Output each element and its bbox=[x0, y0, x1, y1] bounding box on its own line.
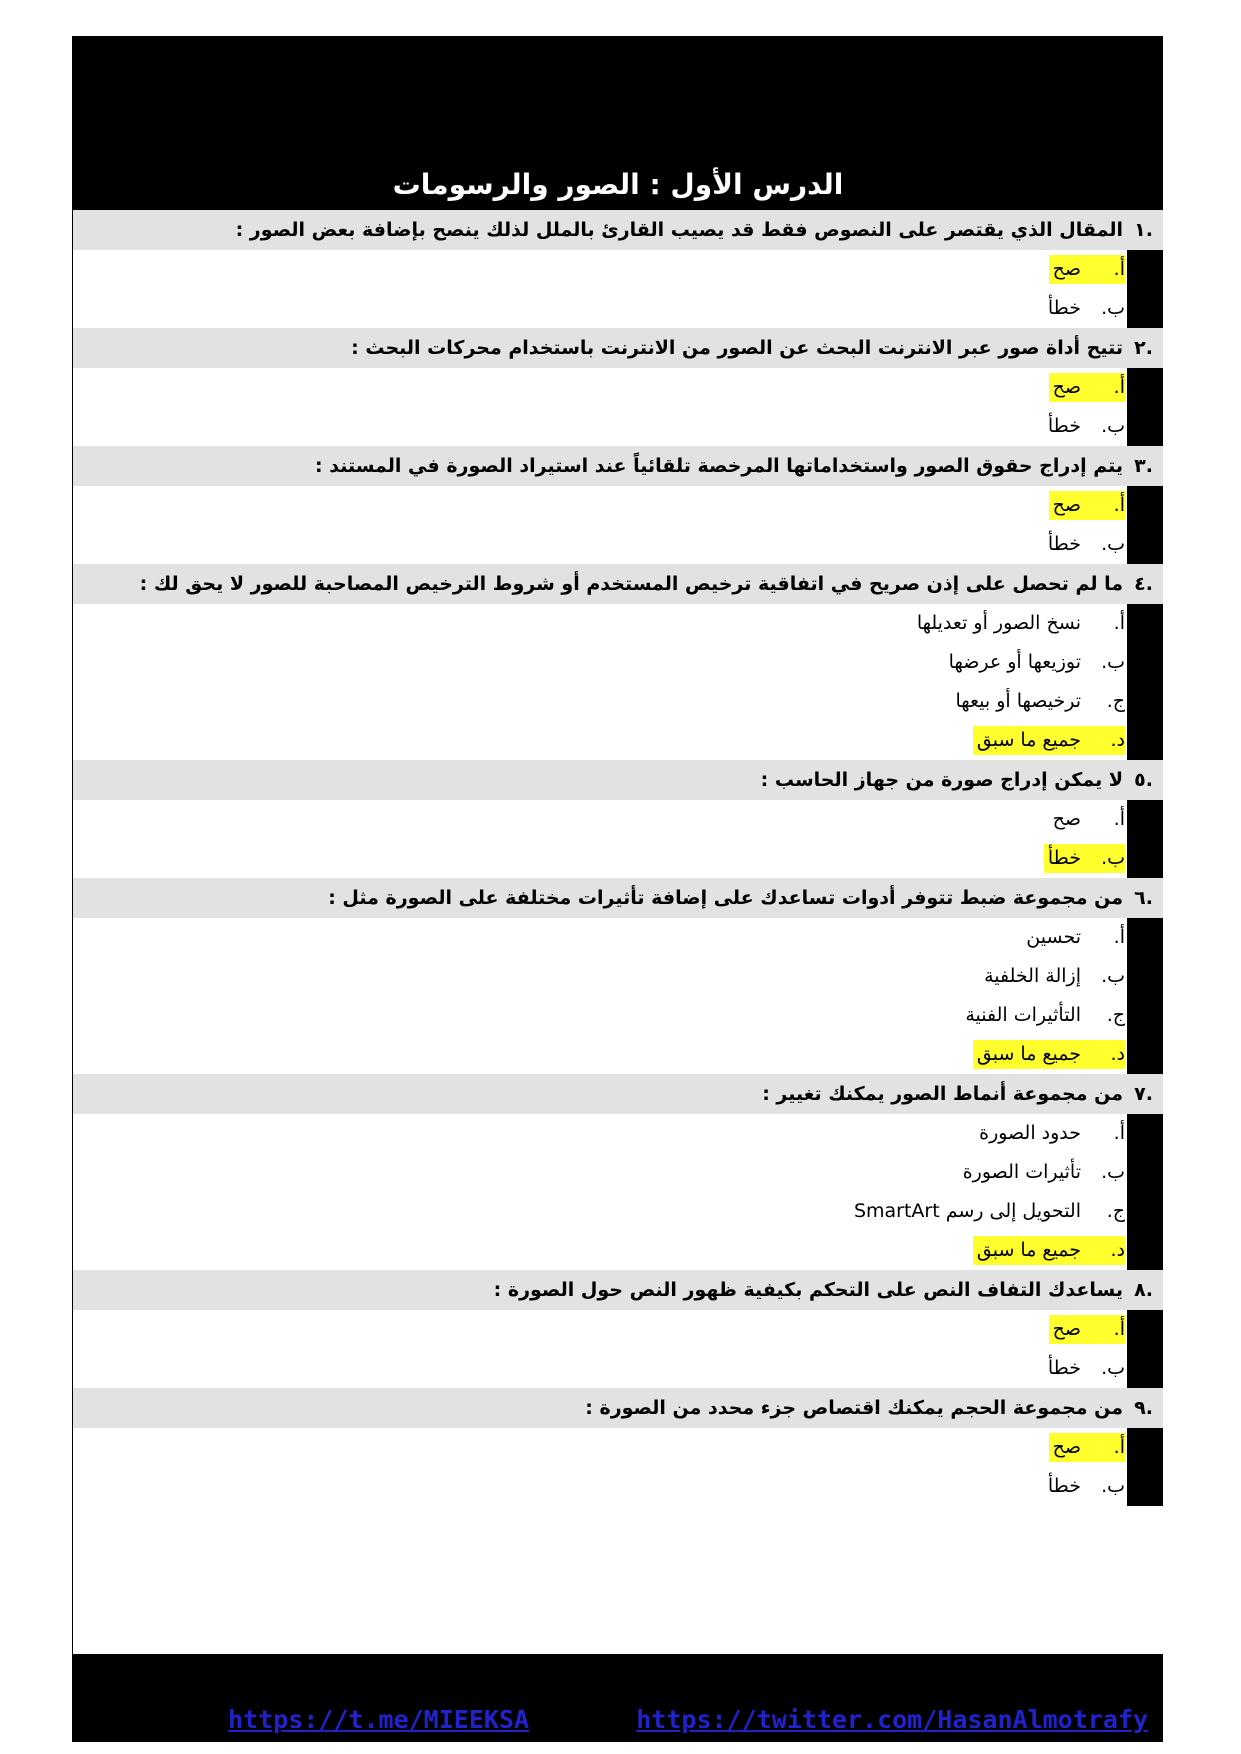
option-label bbox=[951, 687, 1125, 716]
option-label bbox=[1022, 923, 1125, 952]
question-number: .٣ bbox=[1134, 455, 1153, 477]
option-letter: ب. bbox=[1101, 1161, 1125, 1183]
question-row bbox=[73, 446, 1163, 486]
correct-answer-highlight bbox=[1049, 1433, 1125, 1462]
answer-side-bar bbox=[1127, 368, 1163, 446]
option-letter: ب. bbox=[1101, 847, 1125, 869]
question-text: تتيح أداة صور عبر الانترنت البحث عن الصور من الانترنت باستخدام محركات البحث : bbox=[351, 337, 1123, 359]
option-row[interactable] bbox=[73, 486, 1163, 525]
correct-answer-highlight bbox=[1049, 373, 1125, 402]
option-letter: أ. bbox=[1113, 494, 1125, 516]
option-label bbox=[1044, 294, 1125, 323]
question-row bbox=[73, 1388, 1163, 1428]
option-row[interactable] bbox=[73, 250, 1163, 289]
option-text: تحسين bbox=[1026, 926, 1081, 948]
option-text: جميع ما سبق bbox=[976, 729, 1081, 751]
option-letter: ب. bbox=[1101, 965, 1125, 987]
option-text: خطأ bbox=[1047, 297, 1081, 319]
option-letter: ج. bbox=[1106, 1200, 1125, 1222]
option-row[interactable] bbox=[73, 1310, 1163, 1349]
question-text: المقال الذي يقتصر على النصوص فقط قد يصيب القارئ بالملل لذلك ينصح بإضافة بعض الصور : bbox=[235, 219, 1123, 241]
option-text: إزالة الخلفية bbox=[984, 965, 1081, 987]
question-number: .٥ bbox=[1134, 769, 1153, 791]
correct-answer-highlight bbox=[1049, 1315, 1125, 1344]
lesson-title: الدرس الأول : الصور والرسومات bbox=[392, 168, 844, 201]
option-row[interactable] bbox=[73, 1035, 1163, 1074]
option-letter: أ. bbox=[1113, 376, 1125, 398]
question-number: .٩ bbox=[1134, 1397, 1153, 1419]
question-number: .٨ bbox=[1134, 1279, 1153, 1301]
answer-side-bar bbox=[1127, 604, 1163, 760]
option-text: خطأ bbox=[1047, 415, 1081, 437]
question-text: يتم إدراج حقوق الصور واستخداماتها المرخصة تلقائياً عند استيراد الصورة في المستند : bbox=[315, 455, 1123, 477]
option-text: خطأ bbox=[1047, 533, 1081, 555]
options-group bbox=[73, 486, 1163, 564]
option-text: حدود الصورة bbox=[979, 1122, 1081, 1144]
question-number: .٤ bbox=[1134, 573, 1153, 595]
question-number: .٢ bbox=[1134, 337, 1153, 359]
option-row[interactable] bbox=[73, 721, 1163, 760]
question-number: .١ bbox=[1134, 219, 1153, 241]
option-text: تأثيرات الصورة bbox=[962, 1161, 1081, 1183]
option-letter: د. bbox=[1110, 1043, 1125, 1065]
question-row bbox=[73, 210, 1163, 250]
option-text: صح bbox=[1052, 258, 1081, 280]
option-letter: ب. bbox=[1101, 1475, 1125, 1497]
option-letter: ج. bbox=[1106, 690, 1125, 712]
option-label bbox=[975, 1119, 1125, 1148]
option-letter: ج. bbox=[1106, 1004, 1125, 1026]
option-label bbox=[1044, 530, 1125, 559]
answer-side-bar bbox=[1127, 250, 1163, 328]
option-text: صح bbox=[1052, 1318, 1081, 1340]
option-row[interactable] bbox=[73, 1231, 1163, 1270]
options-group bbox=[73, 918, 1163, 1074]
option-letter: ب. bbox=[1101, 415, 1125, 437]
correct-answer-highlight bbox=[1049, 491, 1125, 520]
question-text: ما لم تحصل على إذن صريح في اتفاقية ترخيص المستخدم أو شروط الترخيص المصاحبة للصور لا يحق لك : bbox=[139, 573, 1123, 595]
options-group bbox=[73, 1310, 1163, 1388]
option-row[interactable] bbox=[73, 407, 1163, 446]
option-row[interactable] bbox=[73, 368, 1163, 407]
question-text: من مجموعة ضبط تتوفر أدوات تساعدك على إضافة تأثيرات مختلفة على الصورة مثل : bbox=[328, 887, 1123, 909]
option-letter: د. bbox=[1110, 729, 1125, 751]
option-text: جميع ما سبق bbox=[976, 1043, 1081, 1065]
option-letter: أ. bbox=[1113, 926, 1125, 948]
question-number: .٦ bbox=[1134, 887, 1153, 909]
question-row bbox=[73, 564, 1163, 604]
option-letter: أ. bbox=[1113, 258, 1125, 280]
document-page bbox=[72, 36, 1162, 1742]
twitter-link[interactable]: https://twitter.com/HasanAlmotrafy bbox=[636, 1705, 1148, 1734]
question-row bbox=[73, 760, 1163, 800]
option-letter: ب. bbox=[1101, 1357, 1125, 1379]
option-row[interactable] bbox=[73, 800, 1163, 839]
answer-side-bar bbox=[1127, 486, 1163, 564]
option-text: نسخ الصور أو تعديلها bbox=[916, 612, 1081, 634]
option-text: خطأ bbox=[1047, 1475, 1081, 1497]
option-label bbox=[1049, 805, 1125, 834]
question-row bbox=[73, 878, 1163, 918]
options-group bbox=[73, 1114, 1163, 1270]
option-label bbox=[945, 648, 1125, 677]
option-label bbox=[1044, 1472, 1125, 1501]
option-label bbox=[980, 962, 1125, 991]
question-text: لا يمكن إدراج صورة من جهاز الحاسب : bbox=[760, 769, 1123, 791]
option-row[interactable] bbox=[73, 996, 1163, 1035]
question-number: .٧ bbox=[1134, 1083, 1153, 1105]
option-letter: أ. bbox=[1113, 1122, 1125, 1144]
option-letter: أ. bbox=[1113, 1436, 1125, 1458]
option-text: صح bbox=[1052, 494, 1081, 516]
question-text: يساعدك التفاف النص على التحكم بكيفية ظهور النص حول الصورة : bbox=[493, 1279, 1123, 1301]
quiz-list bbox=[73, 210, 1163, 1506]
option-label bbox=[1044, 412, 1125, 441]
option-row[interactable] bbox=[73, 682, 1163, 721]
option-row[interactable] bbox=[73, 1467, 1163, 1506]
answer-side-bar bbox=[1127, 800, 1163, 878]
option-label bbox=[959, 1158, 1125, 1187]
option-row[interactable] bbox=[73, 643, 1163, 682]
correct-answer-highlight bbox=[973, 1040, 1125, 1069]
option-letter: أ. bbox=[1113, 808, 1125, 830]
options-group bbox=[73, 1428, 1163, 1506]
option-letter: ب. bbox=[1101, 533, 1125, 555]
option-label bbox=[961, 1001, 1125, 1030]
options-group bbox=[73, 250, 1163, 328]
correct-answer-highlight bbox=[1044, 844, 1125, 873]
options-group bbox=[73, 604, 1163, 760]
option-letter: أ. bbox=[1113, 1318, 1125, 1340]
option-row[interactable] bbox=[73, 289, 1163, 328]
option-text: التحويل إلى رسم SmartArt bbox=[853, 1200, 1081, 1222]
option-row[interactable] bbox=[73, 525, 1163, 564]
option-letter: ب. bbox=[1101, 297, 1125, 319]
option-row[interactable] bbox=[73, 1428, 1163, 1467]
answer-side-bar bbox=[1127, 1428, 1163, 1506]
option-text: خطأ bbox=[1047, 847, 1081, 869]
option-row[interactable] bbox=[73, 1114, 1163, 1153]
correct-answer-highlight bbox=[1049, 255, 1125, 284]
option-letter: د. bbox=[1110, 1239, 1125, 1261]
option-text: جميع ما سبق bbox=[976, 1239, 1081, 1261]
option-row[interactable] bbox=[73, 918, 1163, 957]
option-letter: ب. bbox=[1101, 651, 1125, 673]
question-row bbox=[73, 1270, 1163, 1310]
option-row[interactable] bbox=[73, 1349, 1163, 1388]
answer-side-bar bbox=[1127, 1114, 1163, 1270]
option-text: ترخيصها أو بيعها bbox=[955, 690, 1081, 712]
option-text: صح bbox=[1052, 376, 1081, 398]
option-letter: أ. bbox=[1113, 612, 1125, 634]
answer-side-bar bbox=[1127, 918, 1163, 1074]
question-text: من مجموعة الحجم يمكنك اقتصاص جزء محدد من الصورة : bbox=[585, 1397, 1123, 1419]
option-label bbox=[1044, 1354, 1125, 1383]
footer-bar bbox=[73, 1654, 1163, 1742]
option-row[interactable] bbox=[73, 604, 1163, 643]
correct-answer-highlight bbox=[973, 1236, 1125, 1265]
telegram-link[interactable]: https://t.me/MIEEKSA bbox=[228, 1705, 530, 1734]
option-row[interactable] bbox=[73, 1153, 1163, 1192]
option-row[interactable] bbox=[73, 1192, 1163, 1231]
question-row bbox=[73, 1074, 1163, 1114]
answer-side-bar bbox=[1127, 1310, 1163, 1388]
option-row[interactable] bbox=[73, 957, 1163, 996]
question-text: من مجموعة أنماط الصور يمكنك تغيير : bbox=[762, 1083, 1123, 1105]
option-text: توزيعها أو عرضها bbox=[948, 651, 1081, 673]
option-label bbox=[913, 609, 1125, 638]
option-text: صح bbox=[1052, 808, 1081, 830]
options-group bbox=[73, 368, 1163, 446]
option-text: خطأ bbox=[1047, 1357, 1081, 1379]
correct-answer-highlight bbox=[973, 726, 1125, 755]
option-label bbox=[850, 1197, 1125, 1226]
option-row[interactable] bbox=[73, 839, 1163, 878]
options-group bbox=[73, 800, 1163, 878]
option-text: التأثيرات الفنية bbox=[965, 1004, 1081, 1026]
question-row bbox=[73, 328, 1163, 368]
option-text: صح bbox=[1052, 1436, 1081, 1458]
